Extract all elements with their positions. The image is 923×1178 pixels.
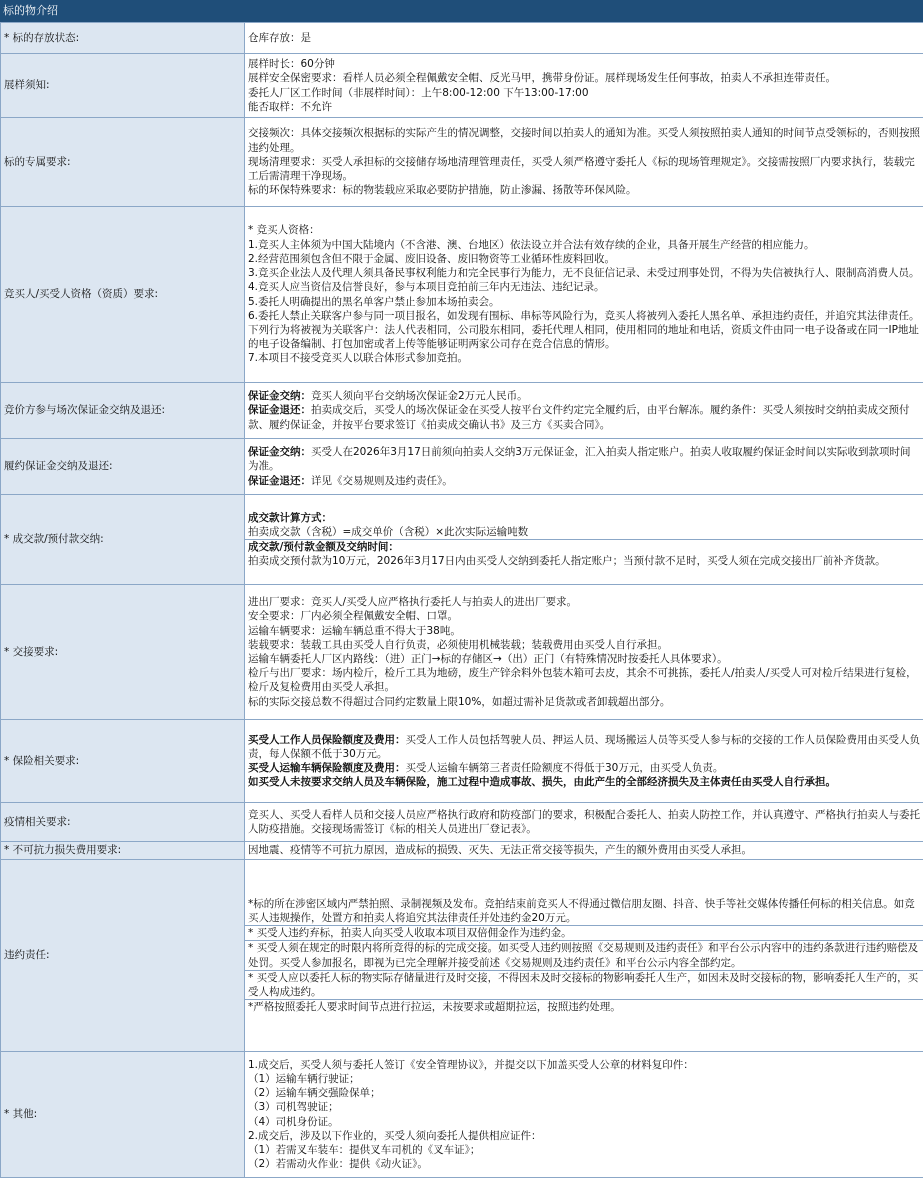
row-performance-deposit <box>1 439 923 495</box>
row-content <box>245 207 923 383</box>
row-other <box>1 1052 923 1178</box>
row-storage-status <box>1 23 923 54</box>
text-line <box>248 733 920 761</box>
text-line: 拍卖成交预付款为10万元，2026年3月17日内由买受人交纳到委托人指定账户；当预付款不足时，买受人须在完成交接出厂前补齐货款。 <box>248 555 886 568</box>
bold-label: 保证金交纳： <box>248 390 311 403</box>
liability-item: * 买受人须在规定的时限内将所竞得的标的完成交接。如买受人违约则按照《交易规则及违约责任》和平台公示内容中的违约条款进行违约赔偿及处罚。买受人参加报名，即视为已完全理解并接受前述《交易规则及违约责任》和平台公示内容全部约定。 <box>245 941 923 970</box>
bold-label: 成交款/预付款金额及交纳时间： <box>248 541 399 553</box>
text-line: 展样时长：60分钟 <box>248 58 335 71</box>
text-line: 7.本项目不接受竞买人以联合体形式参加竞拍。 <box>248 352 469 365</box>
row-content <box>245 585 923 720</box>
row-content <box>245 1052 923 1178</box>
row-label: * 保险相关要求: <box>1 720 245 803</box>
row-label: * 不可抗力损失费用要求: <box>1 842 245 860</box>
row-liability <box>1 860 923 1052</box>
text-line <box>248 389 920 403</box>
liability-item: * 买受人应以委托人标的物实际存储量进行及时交接，不得因未及时交接标的物影响委托人生产，如因未及时交接标的物，影响委托人生产的，买受人构成违约。 <box>245 971 923 1000</box>
text-span: 详见《交易规则及违约责任》。 <box>311 474 453 487</box>
row-content <box>245 439 923 495</box>
text-line: 标的实际交接总数不得超过合同约定数量上限10%，如超过需补足货款或者卸载超出部分。 <box>248 695 671 708</box>
text-line: * 竞买人资格： <box>248 224 320 237</box>
bold-line: 如买受人未按要求交纳人员及车辆保险，施工过程中造成事故、损失，由此产生的全部经济损失及主体责任由买受人自行承担。 <box>248 776 836 789</box>
text-line: 交接频次：具体交接频次根据标的实际产生的情况调整，交接时间以拍卖人的通知为准。买受人须按照拍卖人通知的时间节点受领标的，否则按照违约处理。 <box>248 127 920 154</box>
text-line: 竞买人、买受人看样人员和交接人员应严格执行政府和防疫部门的要求，积极配合委托人、拍卖人防控工作，并认真遵守、严格执行拍卖人与委托人防疫措施。交接现场需签订《标的相关人员进出厂登记表》。 <box>248 808 920 835</box>
text-span: 竞买人须向平台交纳场次保证金2万元人民币。 <box>311 390 528 403</box>
row-label: 展样须知: <box>1 54 245 118</box>
row-content <box>245 803 923 842</box>
bold-label: 买受人工作人员保险额度及费用： <box>248 733 406 746</box>
bold-label: 买受人运输车辆保险额度及费用： <box>248 762 406 774</box>
row-payment <box>1 495 923 585</box>
row-epidemic <box>1 803 923 842</box>
text-line: 因地震、疫情等不可抗力原因，造成标的损毁、灭失、无法正常交接等损失，产生的额外费用由买受人承担。 <box>248 844 752 857</box>
row-label: 竞价方参与场次保证金交纳及退还: <box>1 383 245 439</box>
row-force-majeure <box>1 842 923 860</box>
text-line: 1.成交后，买受人须与委托人签订《安全管理协议》，并提交以下加盖买受人公章的材料复印件： <box>248 1058 694 1071</box>
row-label: 疫情相关要求: <box>1 803 245 842</box>
text-line: 展样安全保密要求：看样人员必须全程佩戴安全帽、反光马甲，携带身份证。展样现场发生任何事故，拍卖人不承担连带责任。 <box>248 72 836 85</box>
text-line: 6.委托人禁止关联客户参与同一项目报名，如发现有围标、串标等风险行为，竞买人将被列入委托人黑名单、承担违约责任，并追究其法律责任。下列行为将被视为关联客户：法人代表相同，公司股东相同，委托代理人相同，使用相同的地址和电话，资质文件由同一电子设备或在同一IP地址的电子设备编制、打包加密或者上传等能够证明两家公司存在竞合信息的情形。 <box>248 309 920 351</box>
row-content <box>245 23 923 54</box>
row-content <box>245 383 923 439</box>
text-line: （4）司机身份证。 <box>248 1115 339 1128</box>
text-span: 拍卖成交后，买受人的场次保证金在买受人按平台文件约定完全履约后，由平台解冻。履约条件：买受人须按时交纳拍卖成交预付款、履约保证金，并按平台要求签订《拍卖成交确认书》及三方《买卖合同》。 <box>248 404 910 431</box>
text-line <box>248 403 920 431</box>
text-line: 仓库存放：是 <box>248 31 311 44</box>
text-span: 买受人在2026年3月17日前须向拍卖人交纳3万元保证金，汇入拍卖人指定账户。拍卖人收取履约保证金时间以实际收到款项时间为准。 <box>248 446 911 473</box>
text-line: 运输车辆要求：运输车辆总重不得大于38吨。 <box>248 624 461 637</box>
row-label: * 其他: <box>1 1052 245 1178</box>
row-handover <box>1 585 923 720</box>
text-span: 买受人工作人员包括驾驶人员、押运人员、现场搬运人员等买受人参与标的交接的工作人员保险费用由买受人负责，每人保额不低于30万元。 <box>248 733 920 760</box>
item-info-table <box>0 22 923 1178</box>
row-label: * 交接要求: <box>1 585 245 720</box>
text-line: （2）运输车辆交强险保单； <box>248 1087 381 1100</box>
text-line <box>248 445 920 473</box>
bold-label: 保证金退还： <box>248 404 311 417</box>
bold-label: 保证金交纳： <box>248 446 311 459</box>
liability-item: *标的所在涉密区域内严禁拍照、录制视频及发布。竞拍结束前竞买人不得通过微信朋友圈、抖音、快手等社交媒体传播任何标的相关信息。如竞买人违规操作，处置方和拍卖人将追究其法律责任并处违约金20万元。 <box>245 897 923 926</box>
text-line: 1.竞买人主体须为中国大陆境内（不含港、澳、台地区）依法设立并合法有效存续的企业，具备开展生产经营的相应能力。 <box>248 238 815 251</box>
row-label: 违约责任: <box>1 860 245 1052</box>
row-special-requirements <box>1 118 923 207</box>
text-line: 安全要求：厂内必须全程佩戴安全帽、口罩。 <box>248 610 458 623</box>
text-line: 装载要求：装载工具由买受人自行负责，必须使用机械装载；装载费用由买受人自行承担。 <box>248 638 668 651</box>
text-line: 检斤与出厂要求：场内检斤，检斤工具为地磅，废生产锌余料外包装木箱可去皮，其余不可挑拣，委托人/拍卖人/买受人可对检斤结果进行复检，检斤及复检费用由买受人承担。 <box>248 667 917 694</box>
text-line: 标的环保特殊要求：标的物装载应采取必要防护措施，防止渗漏、扬散等环保风险。 <box>248 184 637 197</box>
liability-item: *严格按照委托人要求时间节点进行拉运，未按要求或超期拉运，按照违约处理。 <box>248 1001 621 1014</box>
text-line: 委托人厂区工作时间（非展样时间）：上午8:00-12:00 下午13:00-17:00 <box>248 86 589 99</box>
text-line: （2）若需动火作业：提供《动火证》。 <box>248 1158 428 1171</box>
liability-item: * 买受人违约弃标，拍卖人向买受人收取本项目双倍佣金作为违约金。 <box>245 926 923 941</box>
payment-amount-block <box>245 540 923 568</box>
text-line: （3）司机驾驶证； <box>248 1101 339 1114</box>
row-content <box>245 118 923 207</box>
text-line: 2.成交后，涉及以下作业的，买受人须向委托人提供相应证件： <box>248 1129 542 1142</box>
row-content <box>245 842 923 860</box>
payment-formula-block <box>245 511 923 540</box>
row-label: 标的专属要求: <box>1 118 245 207</box>
text-line: 拍卖成交款（含税）=成交单价（含税）×此次实际运输吨数 <box>248 525 529 538</box>
row-content <box>245 54 923 118</box>
bold-label: 保证金退还： <box>248 474 311 487</box>
text-line: （1）运输车辆行驶证； <box>248 1072 360 1085</box>
row-content <box>245 860 923 1052</box>
text-line: 3.竞买企业法人及代理人须具备民事权利能力和完全民事行为能力，无不良征信记录、未受过刑事处罚，不得为失信被执行人、限制高消费人员。 <box>248 267 920 280</box>
text-line: 现场清理要求：买受人承担标的交接储存场地清理管理责任，买受人须严格遵守委托人《标的现场管理规定》。交接需按照厂内要求执行，装载完工后需清理干净现场。 <box>248 155 915 183</box>
text-line: 运输车辆委托人厂区内路线：（进）正门→标的存储区→（出）正门（有特殊情况时按委托人具体要求）。 <box>248 653 728 665</box>
row-insurance <box>1 720 923 803</box>
row-viewing-notice <box>1 54 923 118</box>
text-line: 进出厂要求：竞买人/买受人应严格执行委托人与拍卖人的进出厂要求。 <box>248 596 578 609</box>
text-line <box>248 761 920 775</box>
text-line <box>248 474 920 488</box>
row-label: 竞买人/买受人资格（资质）要求: <box>1 207 245 383</box>
section-header: 标的物介绍 <box>0 0 923 22</box>
text-line: 4.竞买人应当资信及信誉良好，参与本项目竞拍前三年内无违法、违纪记录。 <box>248 281 605 294</box>
row-label: * 成交款/预付款交纳: <box>1 495 245 585</box>
text-line: 能否取样：不允许 <box>248 100 332 113</box>
text-span: 买受人运输车辆第三者责任险额度不得低于30万元，由买受人负责。 <box>405 762 724 774</box>
row-content <box>245 720 923 803</box>
row-bidder-qualification <box>1 207 923 383</box>
text-line: 5.委托人明确提出的黑名单客户禁止参加本场拍卖会。 <box>248 295 500 308</box>
text-line: （1）若需叉车装车：提供叉车司机的《叉车证》； <box>248 1143 481 1156</box>
row-session-deposit <box>1 383 923 439</box>
bold-label: 成交款计算方式： <box>248 511 332 524</box>
text-line: 2.经营范围须包含但不限于金属、废旧设备、废旧物资等工业循环性废料回收。 <box>248 252 616 265</box>
row-label: * 标的存放状态: <box>1 23 245 54</box>
row-content <box>245 495 923 585</box>
row-label: 履约保证金交纳及退还: <box>1 439 245 495</box>
